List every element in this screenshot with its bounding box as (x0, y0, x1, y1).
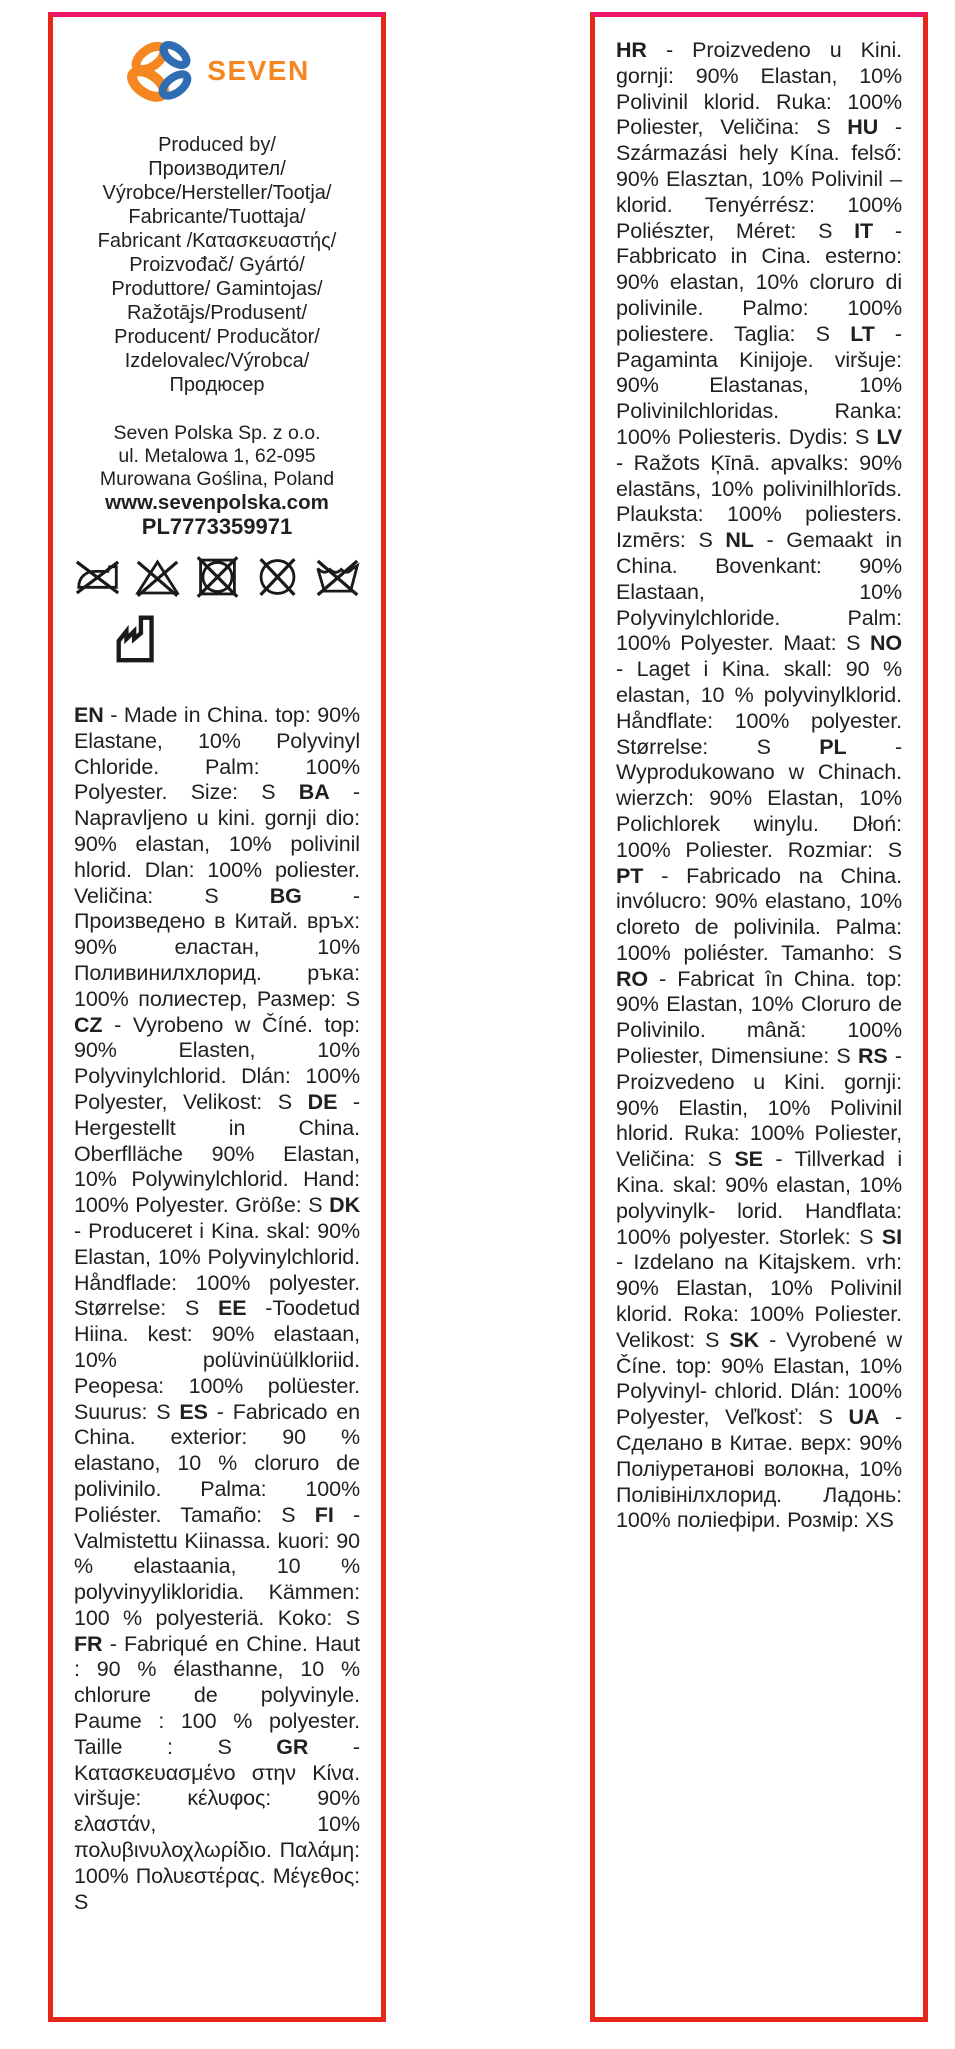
text-line: Izdelovalec/Výrobca/ (124, 350, 310, 372)
language-code: FI (314, 1502, 334, 1527)
language-code: IT (854, 218, 874, 243)
text-line: Производител/ (148, 158, 286, 180)
language-code: RO (616, 966, 649, 991)
language-code: SE (734, 1147, 763, 1172)
language-code: DE (307, 1089, 338, 1114)
language-code: NO (869, 631, 902, 656)
language-code: LV (876, 424, 902, 449)
seven-logo (53, 37, 381, 105)
right-label-panel (590, 12, 928, 2022)
language-code: HR (616, 38, 647, 62)
logo-wordmark: SEVEN (207, 55, 310, 86)
text-line: Produttore/ Gamintojas/ (111, 278, 323, 300)
language-code: EN (74, 703, 104, 727)
text-line: Produced by/ (158, 134, 276, 156)
text-line: Ražotājs/Produsent/ (126, 302, 308, 324)
language-code: FR (74, 1631, 103, 1656)
produced-by-block (53, 133, 381, 397)
text-line: Producent/ Producător/ (114, 326, 320, 348)
text-line: Výrobce/Hersteller/Tootja/ (102, 182, 332, 204)
text-line: Fabricante/Tuottaja/ (128, 206, 306, 228)
do-not-dry-clean-icon (254, 555, 301, 599)
language-code: SI (881, 1224, 902, 1249)
language-code: HU (847, 115, 879, 140)
do-not-tumble-dry-icon (194, 555, 241, 599)
butterfly-logo-icon (124, 38, 202, 104)
manufacturer-factory-icon (110, 609, 381, 665)
do-not-wash-icon (314, 555, 361, 599)
company-website: www.sevenpolska.com (105, 491, 329, 514)
company-address-block (53, 422, 381, 491)
language-code: EE (218, 1296, 247, 1321)
language-code: SK (729, 1327, 760, 1352)
left-label-panel (48, 12, 386, 2022)
language-code: CZ (74, 1012, 103, 1037)
text-line: Fabricant /Κατασκευαστής/ (97, 230, 337, 252)
text-line: Продюсер (169, 374, 265, 396)
language-code: PL (819, 734, 847, 759)
text-line: Seven Polska Sp. z o.o. (113, 422, 321, 444)
language-code: BA (298, 780, 330, 805)
text-line: Proizvođač/ Gyártó/ (129, 254, 305, 276)
do-not-iron-icon (74, 555, 121, 599)
text-line: ul. Metalowa 1, 62-095 (118, 445, 316, 467)
text-line: Murowana Goślina, Poland (99, 468, 335, 490)
vat-number: PL7773359971 (141, 514, 293, 539)
do-not-bleach-icon (134, 555, 181, 599)
right-care-text: HR - Proizvedeno u Kini. gornji: 90% Elastan, 10% Polivinil klorid. Ruka: 100% Poliester, Veličina: S HU - Származási hely Kína. felső: 90% Elasztan, 10% Polivinil – klorid. Tenyérrész: 100% Poliészter, Méret: S IT - Fabbricato in Cina. esterno: 90% elastan, 10% cloruro di polivinile. Palmo: 100% poliestere. Taglia: S LT - Pagaminta Kinijoje. viršuje: 90% Elastanas, 10% Polivinilchloridas. Ranka: 100% Poliesteris. Dydis: S LV - Ražots Ķīnā. apvalks: 90% elastāns, 10% polivinilhlorīds. Plauksta: 100% poliesters. Izmērs: S NL - Gemaakt in China. Bovenkant: 90% Elastaan, 10% Polyvinylchloride. Palm: 100% Polyester. Maat: S NO - Laget i Kina. skall: 90 % elastan, 10 % polyvinylklorid. Håndflate: 100% polyester. Størrelse: S PL - Wyprodukowano w Chinach. wierzch: 90% Elastan, 10% Polichlorek winylu. Dłoń: 100% Poliester. Rozmiar: S PT - Fabricado na China. invólucro: 90% elastano, 10% cloreto de polivinila. Palma: 100% poliéster. Tamanho: S RO - Fabricat în China. top: 90% Elastan, 10% Cloruro de Polivinilo. mână: 100% Poliester, Dimensiune: S RS - Proizvedeno u Kini. gornji: 90% Elastin, 10% Polivinil hlorid. Ruka: 100% Poliester, Veličina: S SE - Tillverkad i Kina. skal: 90% elastan, 10% polyvinylk- lorid. Handflata: 100% polyester. Storlek: S SI - Izdelano na Kitajskem. vrh: 90% Elastan, 10% Polivinil klorid. Roka: 100% Poliester. Velikost: S SK - Vyrobené w Číne. top: 90% Elastan, 10% Polyvinyl- chlorid. Dlán: 100% Polyester, Veľkosť: S UA - Сделано в Китае. верх: 90% Поліуретанові волокна, 10% Полівінілхлорид. Ладонь: 100% поліефіри. Розмір: XS (616, 38, 903, 1533)
language-code: RS (857, 1044, 888, 1069)
left-care-text: EN - Made in China. top: 90% Elastane, 10% Polyvinyl Chloride. Palm: 100% Polyester. Size: S BA - Napravljeno u kini. gornji dio: 90% elastan, 10% polivinil hlorid. Dlan: 100% poliester. Veličina: S BG - Произведено в Китай. връх: 90% еластан, 10% Поливинилхлорид. ръка: 100% полиестер, Размер: S CZ - Vyrobeno w Číné. top: 90% Elasten, 10% Polyvinylchlorid. Dlán: 100% Polyester, Velikost: S DE - Hergestellt in China. Oberflläche 90% Elastan, 10% Polywinylchlorid. Hand: 100% Polyester. Größe: S DK - Produceret i Kina. skal: 90% Elastan, 10% Polyvinylchlorid. Håndflade: 100% polyester. Størrelse: S EE -Toodetud Hiina. kest: 90% elastaan, 10% polüvinüülkloriid. Peopesa: 100% polüester. Suurus: S ES - Fabricado en China. exterior: 90 % elastano, 10 % cloruro de polivinilo. Palma: 100% Poliéster. Tamaño: S FI - Valmistettu Kiinassa. kuori: 90 % elastaania, 10 % polyvinyylikloridia. Kämmen: 100 % polyesteriä. Koko: S FR - Fabriqué en Chine. Haut : 90 % élasthanne, 10 % chlorure de polyvinyle. Paume : 100 % polyester. Taille : S GR - Κατασκευασμένο στην Κίνα. viršuje: κέλυφος: 90% ελαστάν, 10% πολυβινυλοχλωρίδιο. Παλάμη: 100% Πολυεστέρας. Μέγεθος: S (74, 703, 361, 1914)
care-symbols-row (53, 555, 381, 599)
language-code: ES (179, 1399, 208, 1424)
language-code: NL (725, 528, 754, 553)
language-code: UA (848, 1405, 880, 1430)
language-code: DK (329, 1193, 360, 1218)
language-code: PT (616, 863, 644, 888)
language-code: GR (276, 1734, 309, 1759)
language-code: LT (850, 321, 875, 346)
language-code: BG (269, 883, 302, 908)
